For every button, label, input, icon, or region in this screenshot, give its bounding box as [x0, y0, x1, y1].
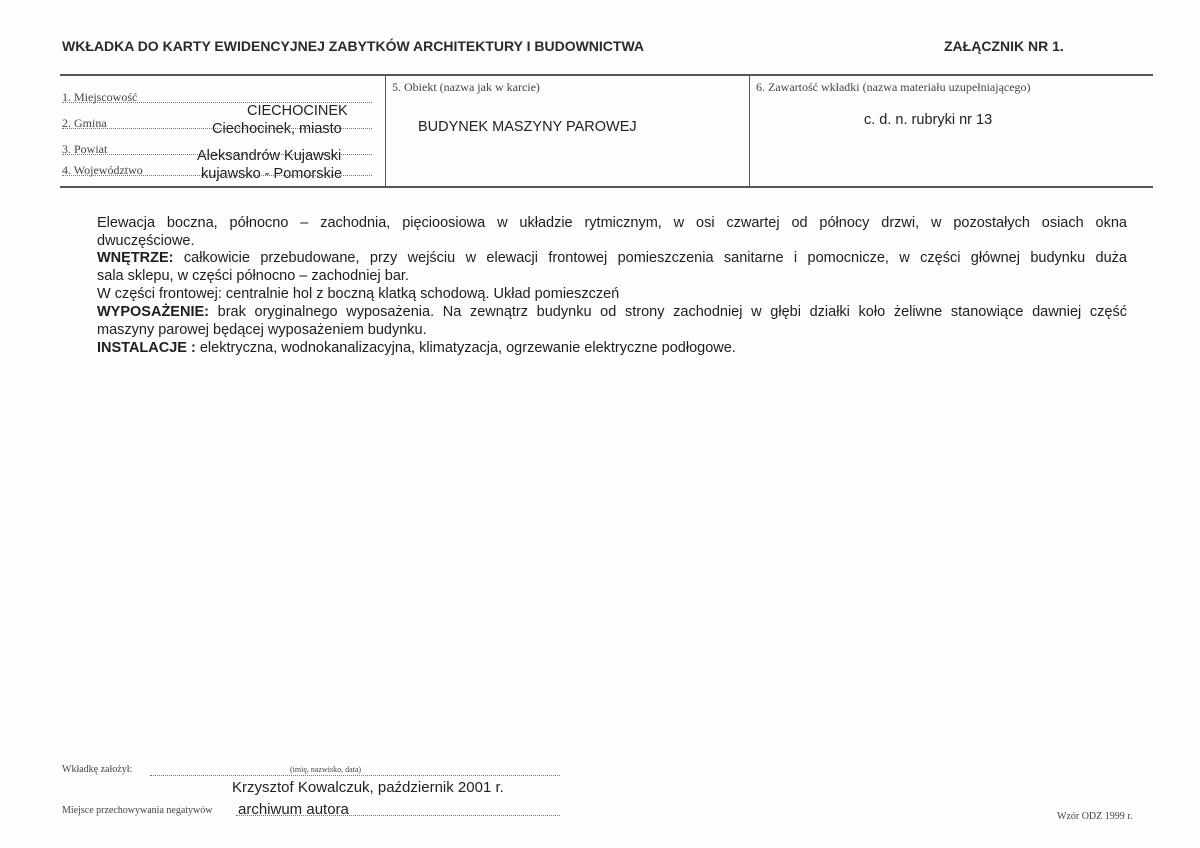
body-line: dwuczęściowe.: [97, 233, 195, 249]
section-label: INSTALACJE :: [97, 340, 196, 356]
body-text: brak oryginalnego wyposażenia. Na zewnątrz budynku od strony zachodniej w głębi działki koło żeliwne stanowiące dawniej część: [208, 304, 1127, 320]
body-line: sala sklepu, w części północno – zachodniej bar.: [97, 268, 409, 284]
wojewodztwo-value: kujawsko - Pomorskie: [201, 166, 343, 182]
gmina-label: 2. Gmina: [62, 116, 107, 130]
dotted-line: [150, 775, 560, 776]
wojewodztwo-label: 4. Województwo: [62, 163, 143, 177]
gmina-value: Ciechocinek, miasto: [212, 121, 342, 137]
zawartosc-value: c. d. n. rubryki nr 13: [864, 112, 993, 128]
miejscowosc-value: CIECHOCINEK: [247, 103, 348, 119]
body-line: [97, 304, 1127, 321]
body-text: elektryczna, wodnokanalizacyjna, klimatyzacja, ogrzewanie elektryczne podłogowe.: [195, 340, 736, 356]
attachment-number: ZAŁĄCZNIK NR 1.: [944, 38, 1064, 54]
divider: [749, 74, 750, 186]
body-line: W części frontowej: centralnie hol z boczną klatką schodową. Układ pomieszczeń: [97, 286, 620, 302]
body-line: Elewacja boczna, północno – zachodnia, pięcioosiowa w układzie rytmicznym, w osi czwartej od północy drzwi, w pozostałych osiach okna: [97, 215, 1127, 231]
section-label: WNĘTRZE:: [97, 250, 174, 266]
body-line: [97, 340, 736, 357]
body-line: [97, 250, 1127, 267]
powiat-label: 3. Powiat: [62, 142, 108, 156]
negatywy-label: Miejsce przechowywania negatywów: [62, 805, 213, 816]
body-line: maszyny parowej będącej wyposażeniem budynku.: [97, 322, 427, 338]
section-label: WYPOSAŻENIE:: [97, 304, 209, 320]
document-title: WKŁADKA DO KARTY EWIDENCYJNEJ ZABYTKÓW ARCHITEKTURY I BUDOWNICTWA: [62, 38, 645, 54]
divider: [385, 74, 386, 186]
zalozyl-value: Krzysztof Kowalczuk, październik 2001 r.: [232, 779, 504, 796]
obiekt-value: BUDYNEK MASZYNY PAROWEJ: [418, 119, 637, 135]
form-version: Wzór ODZ 1999 r.: [1057, 811, 1133, 822]
miejscowosc-label: 1. Miejscowość: [62, 90, 138, 104]
negatywy-value: archiwum autora: [238, 801, 349, 818]
obiekt-label: 5. Obiekt (nazwa jak w karcie): [392, 80, 540, 94]
body-text: całkowicie przebudowane, przy wejściu w elewacji frontowej pomieszczenia sanitarne i pomocnicze, w części głównej budynku duża: [173, 250, 1127, 266]
zalozyl-hint: (imię, nazwisko, data): [290, 765, 362, 774]
powiat-value: Aleksandrów Kujawski: [197, 148, 342, 164]
zalozyl-label: Wkładkę założył:: [62, 764, 133, 775]
zawartosc-label: 6. Zawartość wkładki (nazwa materiału uzupełniającego): [756, 80, 1031, 94]
